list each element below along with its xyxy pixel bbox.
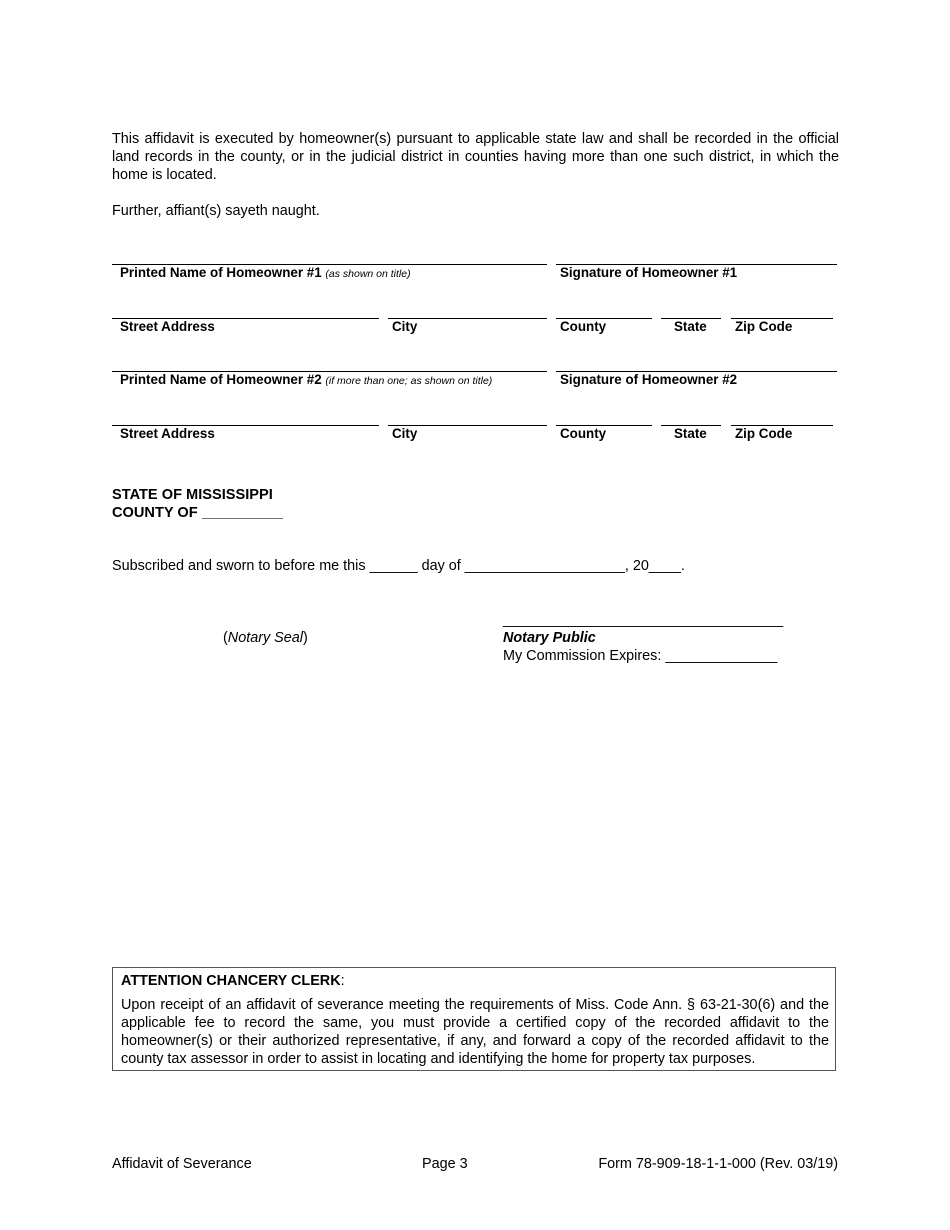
homeowner2-city-label: City: [392, 426, 418, 441]
homeowner2-zip-label: Zip Code: [735, 426, 793, 441]
footer-page-number: Page 3: [422, 1156, 468, 1172]
homeowner1-street-label: Street Address: [120, 319, 215, 334]
commission-expires: My Commission Expires: ______________: [503, 648, 778, 664]
homeowner2-state-label: State: [674, 426, 707, 441]
state-heading: STATE OF MISSISSIPPI: [112, 487, 273, 503]
homeowner1-state-label: State: [674, 319, 707, 334]
homeowner1-signature-label: Signature of Homeowner #1: [560, 265, 738, 280]
homeowner2-county-label: County: [560, 426, 607, 441]
footer-form-number: Form 78-909-18-1-1-000 (Rev. 03/19): [598, 1156, 838, 1172]
homeowner1-county-label: County: [560, 319, 607, 334]
chancery-clerk-notice: [112, 967, 836, 1071]
homeowner2-signature-label: Signature of Homeowner #2: [560, 372, 738, 387]
homeowner1-zip-label: Zip Code: [735, 319, 793, 334]
notary-seal-label: [223, 630, 308, 646]
notary-seal-close: ): [302, 630, 308, 646]
notary-public-title: Notary Public: [503, 630, 596, 646]
chancery-clerk-body: Upon receipt of an affidavit of severance meeting the requirements of Miss. Code Ann. § 63-21-30(6) and the applicable fee to record the same, you must provide a certified copy of the recorded affidavit to the homeowner(s) or their authorized representative, if any, and forward a copy of the recorded affidavit to the county tax assessor in order to assist in locating and identifying the home for property tax purposes.: [121, 997, 829, 1067]
notary-seal-text: Notary Seal: [227, 630, 303, 646]
notary-seal-open: (: [223, 630, 228, 646]
chancery-clerk-title-colon: :: [340, 973, 345, 989]
homeowner1-city-label: City: [392, 319, 418, 334]
homeowner2-name-label-text: Printed Name of Homeowner #2: [120, 372, 322, 387]
chancery-clerk-title-text: ATTENTION CHANCERY CLERK: [121, 973, 341, 989]
homeowner1-name-label: [120, 265, 411, 280]
notary-signature-line[interactable]: ___________________________________: [503, 612, 784, 628]
homeowner1-name-note: (as shown on title): [325, 268, 411, 280]
chancery-clerk-title: [121, 973, 345, 989]
homeowner2-name-note: (if more than one; as shown on title): [325, 375, 493, 387]
footer-form-title: Affidavit of Severance: [112, 1156, 252, 1172]
affidavit-statement: This affidavit is executed by homeowner(s) pursuant to applicable state law and shall be recorded in the official land records in the county, or in the judicial district in counties having more than one such district, in which the home is located.: [112, 131, 839, 183]
county-heading: COUNTY OF __________: [112, 505, 283, 521]
affiant-closing: Further, affiant(s) sayeth naught.: [112, 203, 320, 219]
sworn-statement: Subscribed and sworn to before me this ______ day of ____________________, 20____.: [112, 558, 685, 574]
homeowner2-name-label: [120, 372, 492, 387]
homeowner2-street-label: Street Address: [120, 426, 215, 441]
homeowner1-name-label-text: Printed Name of Homeowner #1: [120, 265, 322, 280]
